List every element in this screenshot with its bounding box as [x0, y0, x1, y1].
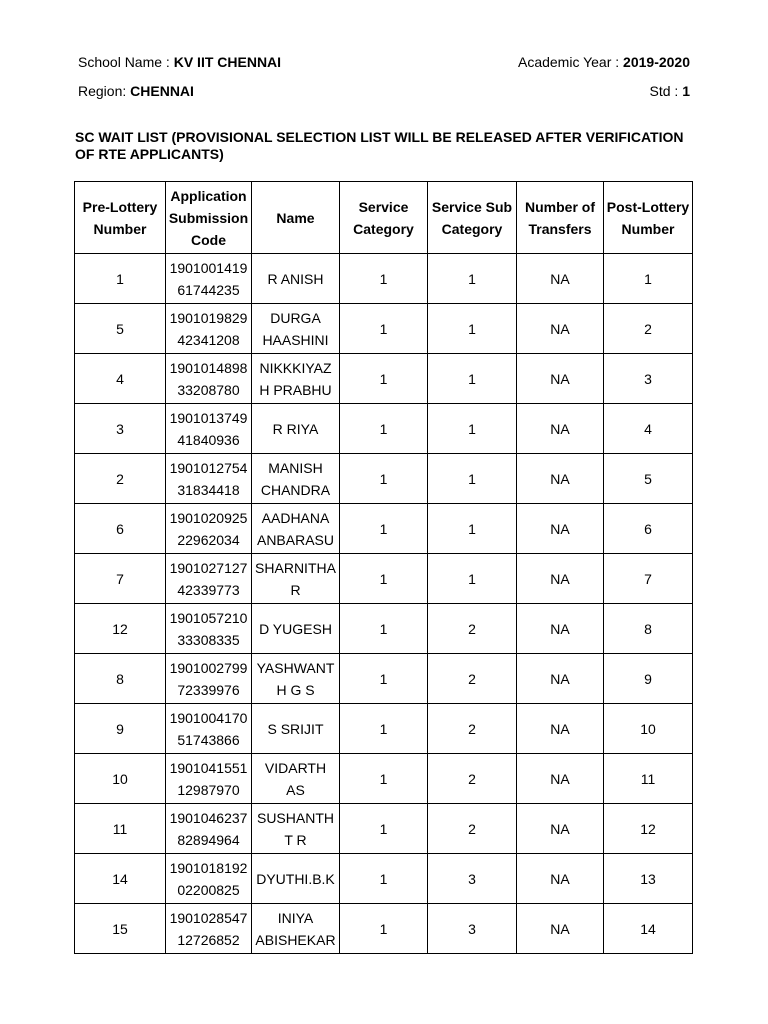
- service-sub-category: 1: [428, 304, 517, 354]
- application-code-line: 1901001419: [169, 259, 248, 276]
- applicant-name-line: ANBARASU: [256, 531, 335, 548]
- region: [78, 82, 194, 100]
- applicant-name: [252, 804, 340, 854]
- school-value: KV IIT CHENNAI: [173, 54, 282, 70]
- number-of-transfers: NA: [517, 804, 604, 854]
- application-code: [166, 354, 252, 404]
- applicant-name-line: D YUGESH: [259, 620, 332, 637]
- column-header: [428, 182, 517, 254]
- post-lottery-number: 9: [604, 654, 693, 704]
- pre-lottery-number: 8: [75, 654, 166, 704]
- post-lottery-number: 2: [604, 304, 693, 354]
- service-category: 1: [340, 754, 428, 804]
- table-row: [75, 304, 693, 354]
- applicant-name-line: HAASHINI: [262, 331, 329, 348]
- pre-lottery-number: 4: [75, 354, 166, 404]
- number-of-transfers: NA: [517, 704, 604, 754]
- column-header: [75, 182, 166, 254]
- application-code: [166, 654, 252, 704]
- application-code-line: 31834418: [177, 481, 240, 498]
- service-category: 1: [340, 804, 428, 854]
- applicant-name: [252, 254, 340, 304]
- application-code-line: 72339976: [177, 681, 240, 698]
- applicant-name: [252, 604, 340, 654]
- number-of-transfers: NA: [517, 404, 604, 454]
- column-header-line: Category: [353, 220, 414, 237]
- region-label: Region:: [78, 83, 127, 99]
- pre-lottery-number: 10: [75, 754, 166, 804]
- applicant-name: [252, 504, 340, 554]
- applicant-name-line: ABISHEKAR: [255, 931, 336, 948]
- table-row: [75, 504, 693, 554]
- number-of-transfers: NA: [517, 654, 604, 704]
- pre-lottery-number: 6: [75, 504, 166, 554]
- applicant-name-line: CHANDRA: [260, 481, 331, 498]
- header-row-school: [78, 53, 690, 71]
- service-sub-category: 3: [428, 904, 517, 954]
- column-header-line: Post-Lottery: [606, 198, 690, 215]
- column-header: [517, 182, 604, 254]
- table-row: [75, 754, 693, 804]
- application-code-line: 1901020925: [169, 509, 248, 526]
- school-name: [78, 53, 281, 71]
- applicant-name: [252, 554, 340, 604]
- service-sub-category: 1: [428, 254, 517, 304]
- application-code-line: 1901012754: [169, 459, 248, 476]
- std-value: 1: [682, 83, 690, 99]
- number-of-transfers: NA: [517, 554, 604, 604]
- column-header-line: Application: [170, 187, 247, 204]
- service-sub-category: 2: [428, 604, 517, 654]
- column-header-line: Number: [621, 220, 675, 237]
- service-category: 1: [340, 254, 428, 304]
- number-of-transfers: NA: [517, 904, 604, 954]
- wait-list-table: [74, 181, 693, 954]
- service-category: 1: [340, 304, 428, 354]
- application-code-line: 1901046237: [169, 809, 248, 826]
- applicant-name-line: YASHWANT: [256, 659, 335, 676]
- service-category: 1: [340, 654, 428, 704]
- application-code-line: 1901019829: [169, 309, 248, 326]
- application-code: [166, 254, 252, 304]
- column-header-line: Service: [358, 198, 409, 215]
- applicant-name: [252, 354, 340, 404]
- service-category: 1: [340, 554, 428, 604]
- table-row: [75, 904, 693, 954]
- post-lottery-number: 1: [604, 254, 693, 304]
- number-of-transfers: NA: [517, 504, 604, 554]
- table-row: [75, 704, 693, 754]
- table-row: [75, 254, 693, 304]
- application-code: [166, 804, 252, 854]
- application-code: [166, 454, 252, 504]
- application-code-line: 42341208: [177, 331, 240, 348]
- year-label: Academic Year :: [517, 54, 620, 70]
- post-lottery-number: 14: [604, 904, 693, 954]
- table-row: [75, 804, 693, 854]
- service-category: 1: [340, 504, 428, 554]
- applicant-name: [252, 754, 340, 804]
- application-code: [166, 504, 252, 554]
- pre-lottery-number: 11: [75, 804, 166, 854]
- service-sub-category: 1: [428, 454, 517, 504]
- service-sub-category: 1: [428, 404, 517, 454]
- number-of-transfers: NA: [517, 254, 604, 304]
- number-of-transfers: NA: [517, 454, 604, 504]
- application-code-line: 82894964: [177, 831, 240, 848]
- applicant-name-line: INIYA: [277, 909, 314, 926]
- table-body: [75, 254, 693, 954]
- pre-lottery-number: 12: [75, 604, 166, 654]
- application-code-line: 12987970: [177, 781, 240, 798]
- applicant-name-line: H PRABHU: [259, 381, 332, 398]
- column-header-line: Number of: [525, 198, 595, 215]
- column-header: [340, 182, 428, 254]
- application-code-line: 12726852: [177, 931, 240, 948]
- application-code: [166, 304, 252, 354]
- application-code-line: 1901028547: [169, 909, 248, 926]
- application-code-line: 1901041551: [169, 759, 248, 776]
- pre-lottery-number: 14: [75, 854, 166, 904]
- column-header-line: Code: [191, 231, 226, 248]
- std: [650, 82, 690, 100]
- pre-lottery-number: 9: [75, 704, 166, 754]
- applicant-name: [252, 654, 340, 704]
- service-category: 1: [340, 604, 428, 654]
- post-lottery-number: 3: [604, 354, 693, 404]
- table-row: [75, 604, 693, 654]
- application-code-line: 42339773: [177, 581, 240, 598]
- applicant-name: [252, 304, 340, 354]
- applicant-name-line: SUSHANTH: [256, 809, 334, 826]
- region-value: CHENNAI: [130, 83, 194, 99]
- post-lottery-number: 11: [604, 754, 693, 804]
- applicant-name-line: DURGA: [270, 309, 321, 326]
- applicant-name-line: R RIYA: [272, 420, 319, 437]
- post-lottery-number: 13: [604, 854, 693, 904]
- pre-lottery-number: 7: [75, 554, 166, 604]
- applicant-name-line: R: [290, 581, 301, 598]
- applicant-name-line: R ANISH: [267, 270, 324, 287]
- number-of-transfers: NA: [517, 604, 604, 654]
- number-of-transfers: NA: [517, 304, 604, 354]
- table-row: [75, 854, 693, 904]
- application-code-line: 61744235: [177, 281, 240, 298]
- application-code-line: 1901004170: [169, 709, 248, 726]
- table-row: [75, 554, 693, 604]
- header-row-region: [78, 82, 690, 100]
- applicant-name-line: SHARNITHA: [255, 559, 336, 576]
- application-code-line: 22962034: [177, 531, 240, 548]
- applicant-name-line: VIDARTH: [264, 759, 327, 776]
- post-lottery-number: 12: [604, 804, 693, 854]
- application-code-line: 33208780: [177, 381, 240, 398]
- service-sub-category: 1: [428, 554, 517, 604]
- list-title: SC WAIT LIST (PROVISIONAL SELECTION LIST WILL BE RELEASED AFTER VERIFICATION OF RTE APPLICANTS): [75, 129, 684, 162]
- academic-year: [518, 53, 690, 71]
- number-of-transfers: NA: [517, 354, 604, 404]
- application-code: [166, 704, 252, 754]
- post-lottery-number: 7: [604, 554, 693, 604]
- table-row: [75, 404, 693, 454]
- application-code: [166, 554, 252, 604]
- post-lottery-number: 5: [604, 454, 693, 504]
- column-header: [252, 182, 340, 254]
- pre-lottery-number: 15: [75, 904, 166, 954]
- applicant-name-line: S SRIJIT: [267, 720, 324, 737]
- application-code-line: 33308335: [177, 631, 240, 648]
- service-category: 1: [340, 854, 428, 904]
- pre-lottery-number: 3: [75, 404, 166, 454]
- service-category: 1: [340, 704, 428, 754]
- service-category: 1: [340, 354, 428, 404]
- service-category: 1: [340, 404, 428, 454]
- column-header: [166, 182, 252, 254]
- service-sub-category: 2: [428, 804, 517, 854]
- table-header-row: [75, 182, 693, 254]
- application-code-line: 02200825: [177, 881, 240, 898]
- applicant-name-line: T R: [284, 831, 307, 848]
- application-code-line: 1901057210: [169, 609, 248, 626]
- column-header: [604, 182, 693, 254]
- application-code-line: 1901027127: [169, 559, 248, 576]
- column-header-line: Number: [93, 220, 147, 237]
- applicant-name-line: AS: [286, 781, 305, 798]
- table-row: [75, 354, 693, 404]
- service-sub-category: 2: [428, 654, 517, 704]
- application-code-line: 1901002799: [169, 659, 248, 676]
- column-header-line: Transfers: [528, 220, 592, 237]
- service-sub-category: 2: [428, 754, 517, 804]
- table-row: [75, 454, 693, 504]
- table-row: [75, 654, 693, 704]
- application-code-line: 1901013749: [169, 409, 248, 426]
- application-code: [166, 404, 252, 454]
- service-sub-category: 1: [428, 504, 517, 554]
- application-code: [166, 904, 252, 954]
- pre-lottery-number: 2: [75, 454, 166, 504]
- applicant-name: [252, 904, 340, 954]
- year-value: 2019-2020: [623, 54, 690, 70]
- pre-lottery-number: 1: [75, 254, 166, 304]
- applicant-name-line: NIKKKIYAZ: [259, 359, 332, 376]
- service-sub-category: 2: [428, 704, 517, 754]
- application-code: [166, 854, 252, 904]
- column-header-line: Name: [276, 209, 315, 226]
- service-sub-category: 3: [428, 854, 517, 904]
- applicant-name-line: MANISH: [268, 459, 323, 476]
- post-lottery-number: 4: [604, 404, 693, 454]
- column-header-line: Category: [441, 220, 503, 237]
- application-code-line: 51743866: [177, 731, 240, 748]
- applicant-name: [252, 404, 340, 454]
- applicant-name-line: H G S: [276, 681, 315, 698]
- service-sub-category: 1: [428, 354, 517, 404]
- school-label: School Name :: [78, 54, 170, 70]
- service-category: 1: [340, 454, 428, 504]
- number-of-transfers: NA: [517, 754, 604, 804]
- application-code-line: 1901014898: [169, 359, 248, 376]
- applicant-name: [252, 854, 340, 904]
- application-code-line: 1901018192: [169, 859, 248, 876]
- number-of-transfers: NA: [517, 854, 604, 904]
- std-label: Std :: [649, 83, 679, 99]
- application-code: [166, 754, 252, 804]
- applicant-name-line: DYUTHI.B.K: [256, 870, 335, 887]
- service-category: 1: [340, 904, 428, 954]
- application-code-line: 41840936: [177, 431, 240, 448]
- pre-lottery-number: 5: [75, 304, 166, 354]
- post-lottery-number: 8: [604, 604, 693, 654]
- applicant-name: [252, 454, 340, 504]
- applicant-name: [252, 704, 340, 754]
- post-lottery-number: 6: [604, 504, 693, 554]
- application-code: [166, 604, 252, 654]
- post-lottery-number: 10: [604, 704, 693, 754]
- applicant-name-line: AADHANA: [261, 509, 330, 526]
- column-header-line: Pre-Lottery: [82, 198, 158, 215]
- column-header-line: Submission: [168, 209, 249, 226]
- column-header-line: Service Sub: [431, 198, 513, 215]
